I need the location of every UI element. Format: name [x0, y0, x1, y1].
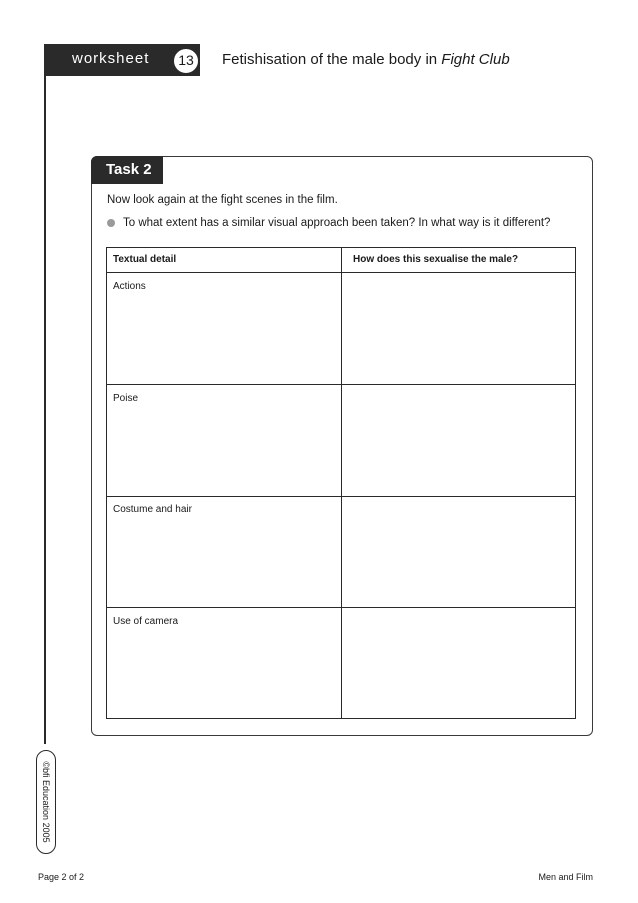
margin-rule — [44, 44, 46, 744]
task-intro: Now look again at the fight scenes in the film. — [107, 194, 338, 206]
copyright-text: ©bfi Education 2005 — [41, 761, 51, 843]
row-label-poise: Poise — [113, 393, 139, 404]
table-header-sexualise: How does this sexualise the male? — [353, 254, 519, 265]
bullet-icon — [107, 219, 115, 227]
task-tab: Task 2 — [91, 156, 163, 184]
worksheet-number-badge: 13 — [173, 48, 199, 74]
page-number: Page 2 of 2 — [38, 872, 85, 882]
row-label-use-of-camera: Use of camera — [113, 616, 179, 627]
row-divider — [107, 496, 575, 497]
row-divider — [107, 384, 575, 385]
response-table — [106, 247, 576, 719]
header-divider — [107, 272, 575, 273]
table-header-textual-detail: Textual detail — [113, 254, 177, 265]
worksheet-title-film: Fight Club — [441, 51, 510, 68]
row-divider — [107, 607, 575, 608]
worksheet-title-main: Fetishisation of the male body in — [222, 51, 442, 68]
row-label-costume-and-hair: Costume and hair — [113, 504, 192, 515]
worksheet-title — [222, 51, 510, 68]
row-label-actions: Actions — [113, 281, 146, 292]
column-divider — [341, 248, 342, 718]
task-question — [107, 217, 550, 229]
worksheet-label: worksheet — [72, 50, 150, 67]
series-title: Men and Film — [538, 872, 593, 882]
task-question-text: To what extent has a similar visual approach been taken? In what way is it different? — [123, 217, 551, 229]
